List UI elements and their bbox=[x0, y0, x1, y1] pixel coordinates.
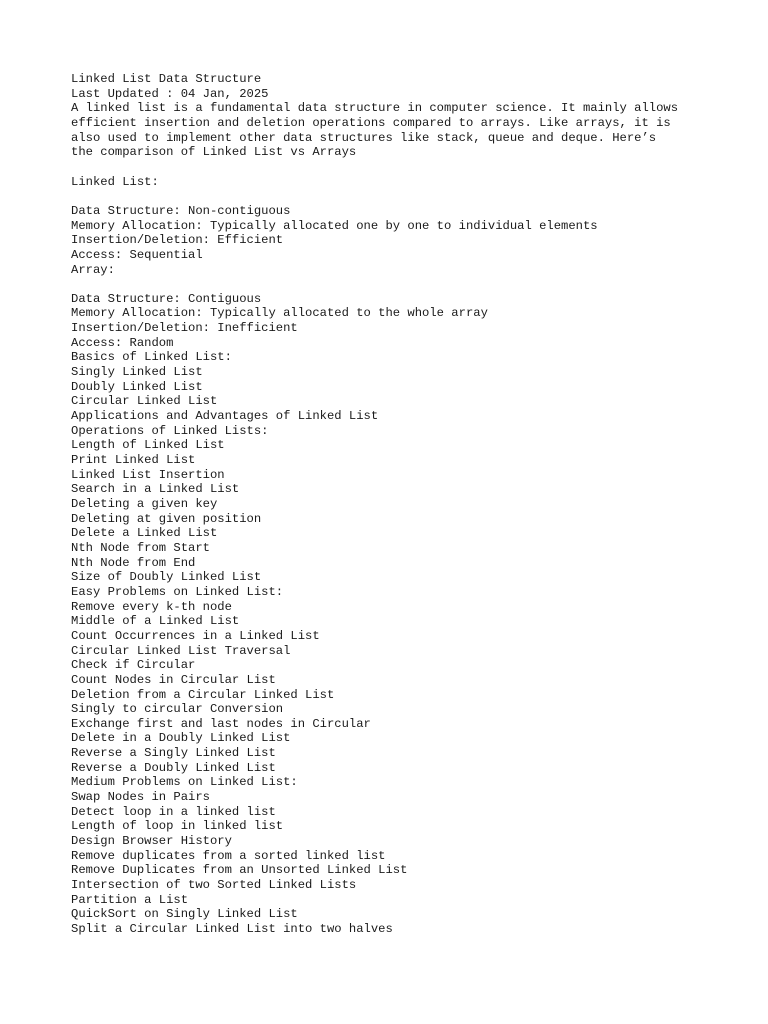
topic-item: Print Linked List bbox=[71, 453, 196, 468]
topic-item: Remove every k-th node bbox=[71, 599, 232, 614]
topic-section-heading: Operations of Linked Lists: bbox=[71, 423, 269, 438]
topic-item: Split a Circular Linked List into two halves bbox=[71, 922, 393, 937]
topic-item: Doubly Linked List bbox=[71, 379, 203, 394]
topic-item: Detect loop in a linked list bbox=[71, 804, 276, 819]
topic-item: Singly Linked List bbox=[71, 365, 203, 380]
array-properties bbox=[71, 292, 731, 351]
intro-line: A linked list is a fundamental data structure in computer science. It mainly allows bbox=[71, 101, 679, 116]
property-item: Data Structure: Contiguous bbox=[71, 291, 262, 306]
spacer bbox=[71, 189, 731, 204]
property-item: Access: Sequential bbox=[71, 247, 203, 262]
topic-item: Circular Linked List bbox=[71, 394, 218, 409]
spacer bbox=[71, 160, 731, 175]
last-updated: Last Updated : 04 Jan, 2025 bbox=[71, 86, 269, 101]
property-item: Memory Allocation: Typically allocated one by one to individual elements bbox=[71, 218, 598, 233]
topic-item: Reverse a Singly Linked List bbox=[71, 746, 276, 761]
topic-item: Check if Circular bbox=[71, 658, 196, 673]
spacer bbox=[71, 277, 731, 292]
topic-item: Exchange first and last nodes in Circular bbox=[71, 716, 371, 731]
topic-item: Partition a List bbox=[71, 892, 189, 907]
property-item: Memory Allocation: Typically allocated to the whole array bbox=[71, 306, 488, 321]
document-title: Linked List Data Structure bbox=[71, 72, 262, 86]
topic-item: Delete a Linked List bbox=[71, 526, 218, 541]
topic-item: Search in a Linked List bbox=[71, 482, 240, 497]
topic-item: Applications and Advantages of Linked List bbox=[71, 409, 379, 424]
intro-line: efficient insertion and deletion operations compared to arrays. Like arrays, it is bbox=[71, 115, 671, 130]
topic-item: QuickSort on Singly Linked List bbox=[71, 907, 298, 922]
topic-item: Deleting a given key bbox=[71, 496, 218, 511]
intro-paragraph bbox=[71, 101, 731, 160]
property-item: Data Structure: Non-contiguous bbox=[71, 203, 291, 218]
topic-item: Reverse a Doubly Linked List bbox=[71, 760, 276, 775]
topic-item: Linked List Insertion bbox=[71, 467, 225, 482]
intro-line: the comparison of Linked List vs Arrays bbox=[71, 145, 357, 160]
topic-item: Remove Duplicates from an Unsorted Linked List bbox=[71, 863, 408, 878]
topic-item: Size of Doubly Linked List bbox=[71, 570, 262, 585]
property-item: Insertion/Deletion: Inefficient bbox=[71, 321, 298, 336]
property-item: Insertion/Deletion: Efficient bbox=[71, 233, 284, 248]
topic-item: Remove duplicates from a sorted linked list bbox=[71, 848, 386, 863]
topic-item: Deletion from a Circular Linked List bbox=[71, 687, 335, 702]
intro-line: also used to implement other data structures like stack, queue and deque. Here’s bbox=[71, 130, 657, 145]
topic-item: Intersection of two Sorted Linked Lists bbox=[71, 878, 357, 893]
topic-item: Middle of a Linked List bbox=[71, 614, 240, 629]
property-item: Access: Random bbox=[71, 335, 174, 350]
topic-item: Design Browser History bbox=[71, 834, 232, 849]
topic-section-heading: Basics of Linked List: bbox=[71, 350, 232, 365]
topic-list bbox=[71, 350, 731, 936]
topic-item: Length of loop in linked list bbox=[71, 819, 284, 834]
topic-item: Nth Node from End bbox=[71, 555, 196, 570]
topic-item: Singly to circular Conversion bbox=[71, 702, 284, 717]
topic-item: Length of Linked List bbox=[71, 438, 225, 453]
topic-item: Deleting at given position bbox=[71, 511, 262, 526]
topic-item: Nth Node from Start bbox=[71, 540, 210, 555]
linked-list-heading: Linked List: bbox=[71, 174, 159, 189]
topic-section-heading: Easy Problems on Linked List: bbox=[71, 584, 284, 599]
array-heading: Array: bbox=[71, 262, 115, 277]
topic-item: Circular Linked List Traversal bbox=[71, 643, 291, 658]
topic-item: Swap Nodes in Pairs bbox=[71, 790, 210, 805]
topic-item: Count Nodes in Circular List bbox=[71, 672, 276, 687]
topic-section-heading: Medium Problems on Linked List: bbox=[71, 775, 298, 790]
topic-item: Count Occurrences in a Linked List bbox=[71, 628, 320, 643]
document-page bbox=[71, 72, 731, 937]
linked-list-properties bbox=[71, 204, 731, 263]
topic-item: Delete in a Doubly Linked List bbox=[71, 731, 291, 746]
